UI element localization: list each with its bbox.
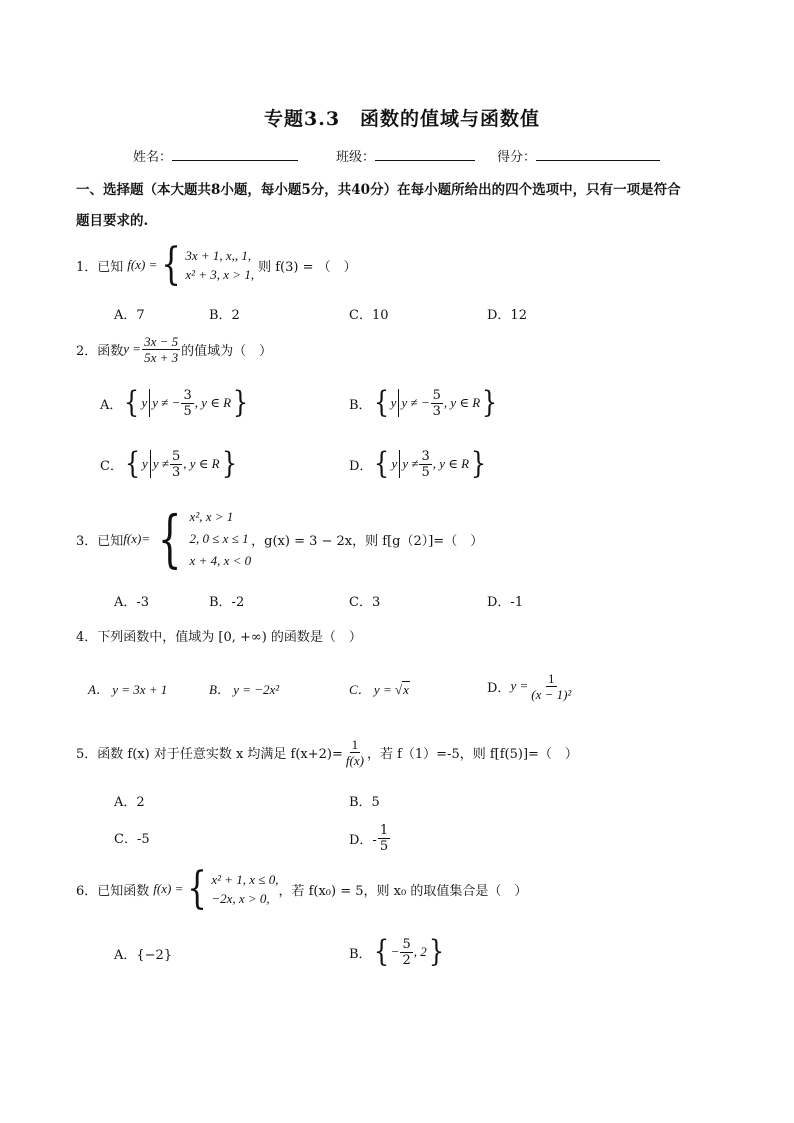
q6-b-tail: , 2 [413,944,427,959]
q2-a-num: 3 [183,387,192,403]
q3-option-d[interactable]: D．-1 [487,595,524,610]
q3-number: 3．已知 [76,533,124,549]
q2-number: 2．函数 [76,343,124,359]
q6-case1: x² + 1, x ≤ 0, [211,872,279,887]
q5-option-b[interactable]: B．5 [349,795,380,810]
q6-b-num: 5 [402,936,411,952]
q6-b-rbrace: } [428,934,444,969]
q2-a-label: A． [100,397,123,413]
q2-option-c[interactable] [100,445,239,483]
q5-fraction [344,737,366,768]
q2-fraction [142,334,180,365]
q2-d-bar [399,450,400,478]
q4-d-y: y = [510,678,529,693]
q4-d-num: 1 [548,670,555,686]
q6-option-a[interactable]: A．{−2} [114,948,173,963]
q2-c-den: 3 [171,464,181,480]
class-label: 班级： [336,150,376,165]
q1-option-a[interactable]: A．7 [114,308,145,323]
q6-number: 6．已知函数 [76,883,150,899]
class-field[interactable] [336,146,475,165]
q1-case2: x² + 3, x > 1, [185,267,255,282]
q4-c-sqrt [395,682,410,698]
q5-den: f(x) [345,752,364,768]
q2-b-frac [431,388,443,419]
q6-cases [211,870,278,908]
name-field[interactable] [133,146,298,165]
q2-a-ineq: y ≠ − [152,395,181,410]
q2-b-lbrace: { [373,385,389,420]
q5-d-frac [378,823,390,854]
q4-c-label: C． y = [349,682,392,697]
q2-b-label: B． [349,397,372,413]
q3-option-a[interactable]: A．-3 [114,595,150,610]
q2-b-y: y [390,395,397,410]
q4-option-a[interactable]: A． y = 3x + 1 [88,682,168,697]
q3-cases [190,506,252,572]
q6-fx: f(x) = [153,881,184,896]
q2-c-label: C． [100,458,123,474]
question-3 [76,502,484,575]
q2-d-frac [419,449,431,480]
q2-b-den: 3 [432,403,441,419]
q2-c-ineq: y ≠ [152,456,169,471]
q6-b-minus: − [390,944,400,959]
q2-d-den: 5 [421,464,430,480]
q1-brace: { [161,239,182,290]
q2-d-ineq: y ≠ [402,456,419,471]
q1-ask: 则 f(3) = （ ） [258,259,357,275]
q5-d-den: 5 [379,838,389,854]
q3-option-b[interactable]: B．-2 [209,595,245,610]
q4-c-radicand: x [403,682,409,697]
q2-c-lbrace: { [124,446,141,481]
q1-option-c[interactable]: C．10 [349,308,389,323]
q2-c-rbrace: } [221,446,237,481]
q6-ask: ，若 f(x₀) = 5，则 x₀ 的取值集合是（ ） [278,883,528,899]
q2-a-lbrace: { [124,385,140,420]
q4-d-label: D． [487,680,511,696]
q3-mid: ，g(x) = 3 − 2x，则 f[g（2）]=（ ） [251,533,484,549]
q6-b-lbrace: { [373,934,389,969]
q2-c-num: 5 [171,448,181,464]
q6-case2: −2x, x > 0, [211,891,270,906]
section-heading-line1: 一、选择题（本大题共8小题，每小题5分，共40分）在每小题所给出的四个选项中，只有一项是符合 [76,182,681,198]
q2-d-num: 3 [421,448,430,464]
score-field[interactable] [497,146,660,165]
q2-d-lbrace: { [374,446,390,481]
q2-a-y: y [141,395,148,410]
question-4: 4．下列函数中，值域为 [0, +∞) 的函数是（ ） [76,630,362,645]
q2-a-rbrace: } [232,385,249,420]
q4-option-d[interactable] [487,664,574,708]
q2-numerator: 3x − 5 [144,333,179,349]
name-label: 姓名： [133,150,173,165]
q5-option-a[interactable]: A．2 [114,795,145,810]
q1-option-d[interactable]: D．12 [487,308,527,323]
q3-case3: x + 4, x < 0 [189,553,252,568]
q2-a-bar [149,389,150,417]
q2-c-tail: , y ∈ R [183,456,220,471]
q6-b-label: B． [349,946,372,962]
q2-a-frac [181,388,193,419]
q3-fx: f(x)= [123,531,151,546]
q2-ask: 的值域为（ ） [181,343,273,359]
q2-y: y = [123,341,142,356]
name-blank[interactable] [172,147,298,161]
q1-fx: f(x) = [127,257,158,272]
q3-case1: x², x > 1 [189,509,234,524]
q2-d-rbrace: } [471,446,487,481]
q2-b-bar [398,389,399,417]
q5-num: 1 [351,736,359,752]
q5-option-c[interactable]: C．-5 [114,832,150,847]
q4-option-b[interactable]: B． y = −2x² [209,682,280,697]
q2-a-tail: , y ∈ R [194,395,232,410]
q2-c-frac [170,449,182,480]
q3-case2: 2, 0 ≤ x ≤ 1 [189,531,249,546]
q5-stem-b: ，若 f（1）=-5，则 f[f(5)]=（ ） [366,746,578,762]
question-5 [76,732,578,772]
question-6 [76,863,528,914]
q2-option-b[interactable] [349,384,499,422]
q2-b-rbrace: } [482,385,498,420]
q2-b-tail: , y ∈ R [443,395,481,410]
q4-option-c[interactable] [349,679,410,698]
question-1 [76,239,357,290]
score-blank[interactable] [536,147,660,161]
q6-brace: { [187,863,208,914]
q6-b-den: 2 [402,952,411,968]
q2-c-bar [150,450,151,478]
section-heading-line2: 题目要求的. [76,213,149,229]
q4-d-den: (x − 1)² [531,686,572,702]
question-2 [76,330,272,368]
q5-stem-a: 5．函数 f(x) 对于任意实数 x 均满足 f(x+2)= [76,746,343,762]
q2-d-tail: , y ∈ R [432,456,470,471]
q5-option-d[interactable] [349,818,391,858]
q5-d-label: D．- [349,832,377,848]
q2-d-y: y [391,456,398,471]
q6-option-b[interactable] [349,932,446,972]
q3-option-c[interactable]: C．3 [349,595,381,610]
q1-option-b[interactable]: B．2 [209,308,240,323]
class-blank[interactable] [375,147,475,161]
q1-case1: 3x + 1, x,, 1, [185,248,252,263]
q3-brace: { [157,502,182,575]
page-title: 专题3.3 函数的值域与函数值 [264,108,541,130]
q2-denominator: 5x + 3 [144,349,179,365]
q1-cases [185,246,254,284]
score-label: 得分： [497,150,537,165]
q6-b-frac [400,937,412,968]
q2-b-num: 5 [432,387,441,403]
q4-c-sqrt-sign: √ [394,682,403,697]
q2-d-label: D． [349,458,373,474]
q4-d-frac [529,671,573,702]
q2-option-d[interactable] [349,445,488,483]
q5-d-num: 1 [379,822,389,838]
q2-c-y: y [142,456,148,471]
q1-number: 1．已知 [76,259,124,275]
q2-a-den: 5 [183,403,192,419]
q2-option-a[interactable] [100,384,250,422]
q2-b-ineq: y ≠ − [401,395,430,410]
